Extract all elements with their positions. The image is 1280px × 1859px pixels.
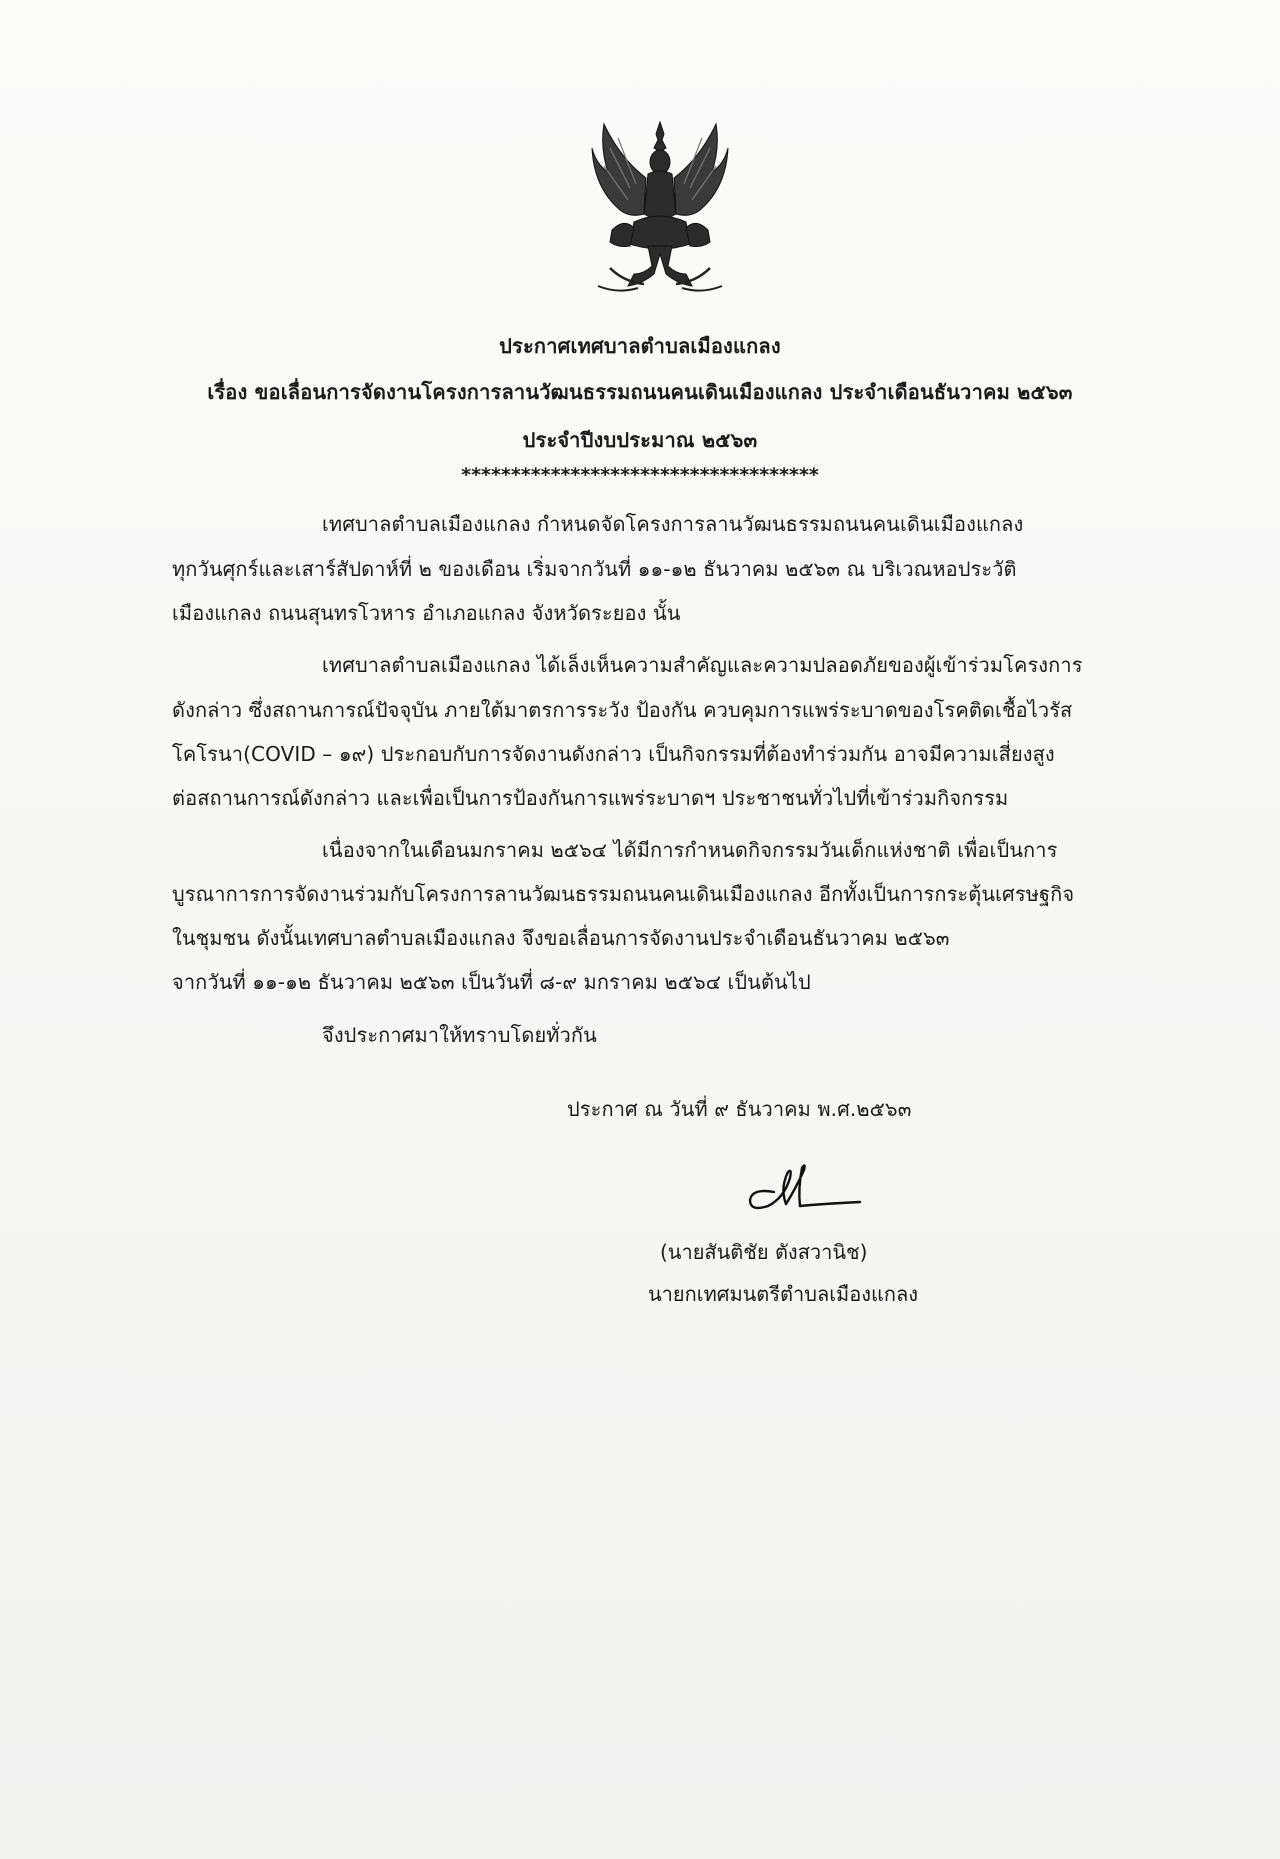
signatory-position: นายกเทศมนตรีตำบลเมืองแกลง	[648, 1282, 919, 1306]
garuda-emblem-icon	[590, 118, 730, 296]
announcement-title: ประกาศเทศบาลตำบลเมืองแกลง	[499, 334, 781, 358]
paragraph-2-line: ดังกล่าว ซึ่งสถานการณ์ปัจจุบัน ภายใต้มาตรการระวัง ป้องกัน ควบคุมการแพร่ระบาดของโรคติดเชื้อไวรัส	[172, 698, 1073, 722]
paragraph-2-line: โคโรนา(COVID – ๑๙) ประกอบกับการจัดงานดังกล่าว เป็นกิจกรรมที่ต้องทำร่วมกัน อาจมีความเสี่ยงสูง	[172, 742, 1055, 766]
paragraph-3-line: บูรณาการการจัดงานร่วมกับโครงการลานวัฒนธรรมถนนคนเดินเมืองแกลง อีกทั้งเป็นการกระตุ้นเศรษฐกิจ	[172, 882, 1075, 906]
paragraph-1-line: เทศบาลตำบลเมืองแกลง กำหนดจัดโครงการลานวัฒนธรรมถนนคนเดินเมืองแกลง	[322, 512, 1024, 536]
signatory-name: (นายสันติชัย ตังสวานิช)	[660, 1240, 868, 1264]
closing-line: จึงประกาศมาให้ทราบโดยทั่วกัน	[322, 1023, 597, 1047]
signature-icon	[740, 1158, 880, 1220]
fiscal-year-line: ประจำปีงบประมาณ ๒๕๖๓	[522, 428, 758, 452]
paragraph-3-line: ในชุมชน ดังนั้นเทศบาลตำบลเมืองแกลง จึงขอเลื่อนการจัดงานประจำเดือนธันวาคม ๒๕๖๓	[172, 926, 950, 950]
paragraph-1-line: เมืองแกลง ถนนสุนทรโวหาร อำเภอแกลง จังหวัดระยอง นั้น	[172, 601, 681, 625]
announcement-subject: เรื่อง ขอเลื่อนการจัดงานโครงการลานวัฒนธรรมถนนคนเดินเมืองแกลง ประจำเดือนธันวาคม ๒๕๖๓	[207, 380, 1073, 404]
paragraph-1-line: ทุกวันศุกร์และเสาร์สัปดาห์ที่ ๒ ของเดือน เริ่มจากวันที่ ๑๑-๑๒ ธันวาคม ๒๕๖๓ ณ บริเวณหอประวัติ	[172, 557, 1017, 581]
paragraph-2-line: เทศบาลตำบลเมืองแกลง ได้เล็งเห็นความสำคัญและความปลอดภัยของผู้เข้าร่วมโครงการ	[322, 653, 1083, 677]
separator-line: ************************************	[461, 464, 819, 486]
paragraph-2-line: ต่อสถานการณ์ดังกล่าว และเพื่อเป็นการป้องกันการแพร่ระบาดฯ ประชาชนทั่วไปที่เข้าร่วมกิจกรรม	[172, 786, 1009, 810]
paragraph-3-line: เนื่องจากในเดือนมกราคม ๒๕๖๔ ได้มีการกำหนดกิจกรรมวันเด็กแห่งชาติ เพื่อเป็นการ	[322, 838, 1058, 862]
paragraph-3-line: จากวันที่ ๑๑-๑๒ ธันวาคม ๒๕๖๓ เป็นวันที่ ๘-๙ มกราคม ๒๕๖๔ เป็นต้นไป	[172, 970, 811, 994]
date-line: ประกาศ ณ วันที่ ๙ ธันวาคม พ.ศ.๒๕๖๓	[567, 1097, 912, 1121]
